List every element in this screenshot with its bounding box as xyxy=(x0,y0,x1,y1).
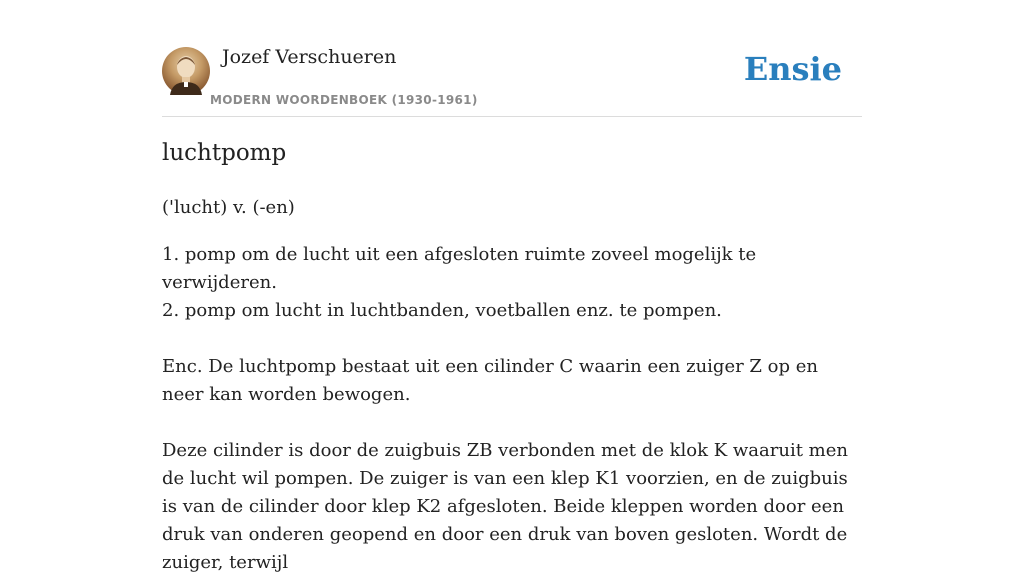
source-label[interactable]: MODERN WOORDENBOEK (1930-1961) xyxy=(210,93,478,107)
grammar-info: ('lucht) v. (-en) xyxy=(162,197,295,218)
paragraph-gap xyxy=(162,409,862,437)
entry-headword: luchtpomp xyxy=(162,140,287,166)
page-container xyxy=(162,0,862,573)
encyclopedia-paragraph: Deze cilinder is door de zuigbuis ZB verbonden met de klok K waaruit men de lucht wil pompen. De zuiger is van een klep K1 voorzien, en de zuigbuis is van de cilinder door klep K2 afgesloten. Beide kleppen worden door een druk van onderen geopend en door een druk van boven gesloten. Wordt de zuiger, terwijl xyxy=(162,440,848,573)
author-name[interactable]: Jozef Verschueren xyxy=(222,46,397,68)
portrait-icon xyxy=(162,47,210,95)
entry-content xyxy=(162,194,862,577)
paragraph-gap xyxy=(162,325,862,353)
header xyxy=(162,0,862,117)
author-avatar[interactable] xyxy=(162,47,210,95)
definition-item: 1. pomp om de lucht uit een afgesloten ruimte zoveel mogelijk te verwijderen. xyxy=(162,244,757,293)
brand-logo[interactable]: Ensie xyxy=(743,50,842,88)
encyclopedia-paragraph: Enc. De luchtpomp bestaat uit een cilinder C waarin een zuiger Z op en neer kan worden bewogen. xyxy=(162,356,818,405)
definition-item: 2. pomp om lucht in luchtbanden, voetballen enz. te pompen. xyxy=(162,300,722,321)
